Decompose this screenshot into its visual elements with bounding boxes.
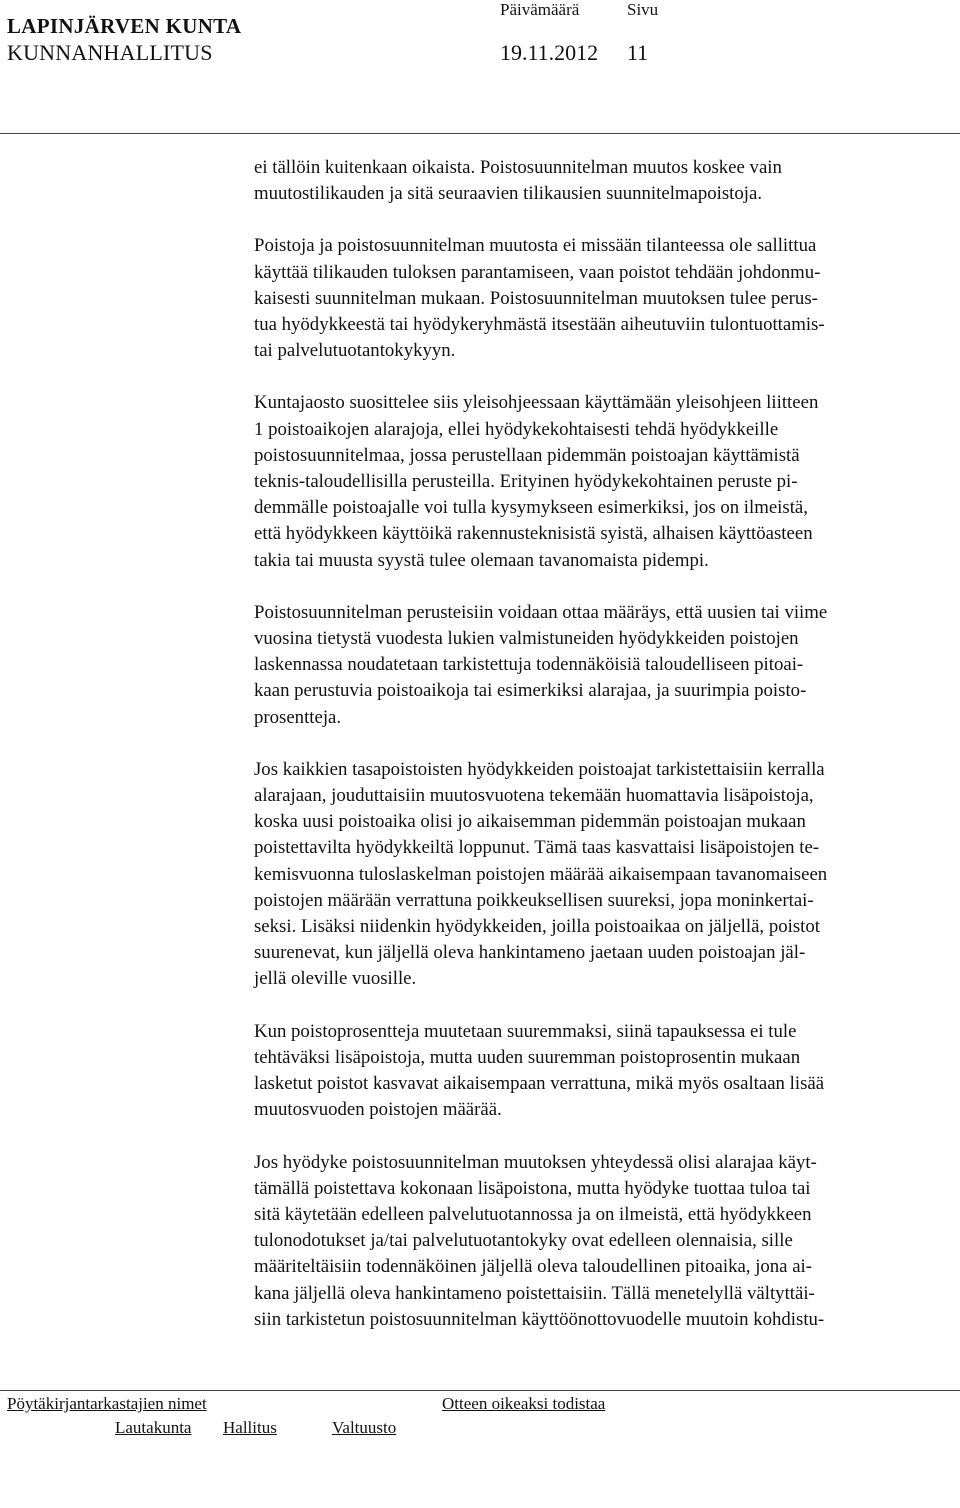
certified-copy-label: Otteen oikeaksi todistaa [442,1394,606,1413]
page-number: 11 [627,40,649,65]
hallitus-label: Hallitus [223,1418,277,1437]
valtuusto-label: Valtuusto [332,1418,397,1437]
footer-divider [0,1390,960,1391]
document-header [0,0,960,134]
page-label: Sivu [627,0,659,19]
header-divider [0,133,960,134]
paragraph-1: ei tällöin kuitenkaan oikaista. Poistosuunnitelman muutos koskee vain muutostilikauden ja sitä seuraavien tilikausien suunnitelmapoistoja. [254,157,782,205]
paragraph-5: Jos kaikkien tasapoistoisten hyödykkeiden poistoajat tarkistettaisiin kerralla alarajaan, jouduttaisiin muutosvuotena tekemään huomattavia lisäpoistoja, koska uusi poistoaika olisi jo aikaisemman pidemmän poistoajan mukaan poistettavilta hyödykkeiltä loppunut. Tämä taas kasvattaisi lisäpoistojen te- kemisvuonna tuloslaskelman poistojen määrää aikaisempaan tavanomaiseen poistojen määrään verrattuna poikkeuksellisen suureksi, jopa moninkertai- seksi. Lisäksi niidenkin hyödykkeiden, joilla poistoaikaa on jäljellä, poistot suurenevat, kun jäljellä oleva hankintameno jaetaan uuden poistoajan jäl- jellä oleville vuosille. [254,758,828,990]
board-name: KUNNANHALLITUS [7,40,213,65]
lautakunta-label: Lautakunta [115,1418,192,1437]
paragraph-3: Kuntajaosto suosittelee siis yleisohjeessaan käyttämään yleisohjeen liitteen 1 poistoaikojen alarajoja, ellei hyödykekohtaisesti tehdä hyödykkeille poistosuunnitelmaa, jossa perustellaan pidemmän poistoajan käyttämistä teknis-taloudellisilla perusteilla. Erityinen hyödykekohtainen peruste pi- demmälle poistoajalle voi tulla kysymykseen esimerkiksi, jos on ilmeistä, että hyödykkeen käyttöikä rakennusteknisistä syistä, alhaisen käyttöasteen takia tai muusta syystä tulee olemaan tavanomaista pidempi. [254,392,819,571]
paragraph-6: Kun poistoprosentteja muutetaan suuremmaksi, siinä tapauksessa ei tule tehtäväksi lisäpoistoja, mutta uuden suuremman poistoprosentin mukaan lasketut poistot kasvavat aikaisempaan verrattuna, mikä myös osaltaan lisää muutosvuoden poistojen määrää. [254,1020,825,1121]
document-body [254,155,958,1359]
document-footer [0,1390,960,1508]
paragraph-2: Poistoja ja poistosuunnitelman muutosta ei missään tilanteessa ole sallittua käyttää tilikauden tuloksen parantamiseen, vaan poistot tehdään johdonmu- kaisesti suunnitelman mukaan. Poistosuunnitelman muutoksen tulee perus- tua hyödykkeestä tai hyödykeryhmästä itsestään aiheutuviin tulontuottamis- tai palvelutuotantokykyyn. [254,235,825,362]
paragraph-4: Poistosuunnitelman perusteisiin voidaan ottaa määräys, että uusien tai viime vuosina tietystä vuodesta lukien valmistuneiden hyödykkeiden poistojen laskennassa noudatetaan tarkistettuja todennäköisiä taloudelliseen pitoai- kaan perustuvia poistoaikoja tai esimerkiksi alarajaa, ja suurimpia poisto- prosentteja. [254,601,828,728]
paragraph-7: Jos hyödyke poistosuunnitelman muutoksen yhteydessä olisi alarajaa käyt- tämällä poistettava kokonaan lisäpoistona, mutta hyödyke tuottaa tuloa tai sitä käytetään edelleen palvelutuotannossa ja on ilmeistä, että hyödykkeen tulonodotukset ja/tai palvelutuotantokyky ovat edelleen olennaisia, sille määriteltäisiin todennäköinen jäljellä oleva taloudellinen pitoaika, jona ai- kana jäljellä oleva hankintameno poistettaisiin. Tällä menetelyllä vältyttäi- siin tarkistetun poistosuunnitelman käyttöönottovuodelle muutoin kohdistu- [254,1151,825,1330]
date-label: Päivämäärä [500,0,580,19]
organization-name: LAPINJÄRVEN KUNTA [7,14,242,38]
reviewers-label: Pöytäkirjantarkastajien nimet [7,1394,207,1413]
document-date: 19.11.2012 [500,40,599,65]
